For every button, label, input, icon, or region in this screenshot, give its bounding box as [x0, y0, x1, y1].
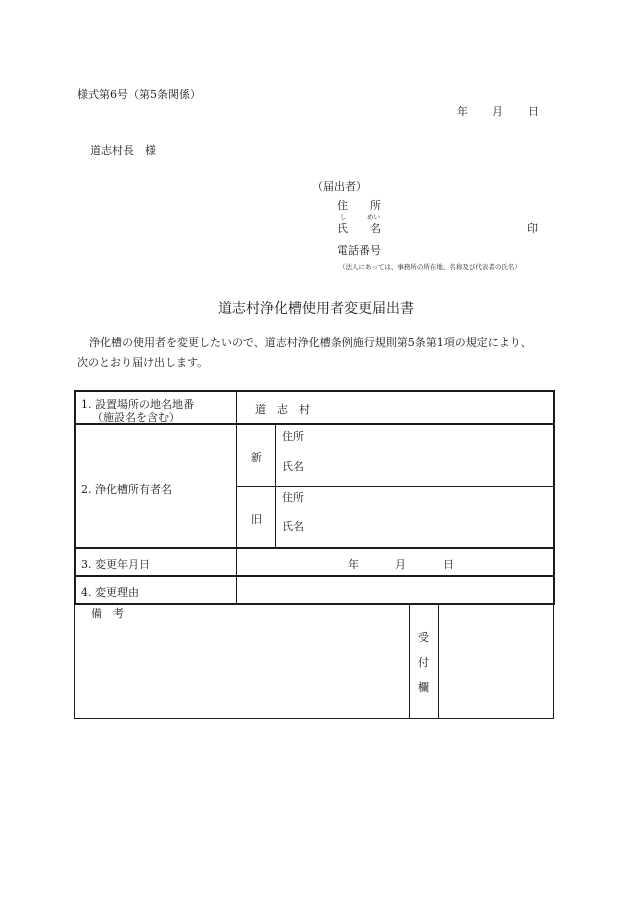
furigana-shi: し: [340, 213, 347, 221]
form-number: 様式第6号（第5条関係）: [77, 88, 201, 101]
old-address-label: 住所: [282, 491, 304, 504]
row4-label: 4. 変更理由: [81, 586, 139, 599]
furigana-mei: めい: [367, 213, 380, 221]
phone-label: 電話番号: [337, 244, 381, 257]
row3-month: 月: [395, 558, 406, 571]
reception-char-1: 受: [418, 631, 429, 644]
row1-value: 道 志 村: [255, 403, 310, 416]
new-name-label: 氏名: [282, 460, 304, 473]
row3-year: 年: [348, 558, 359, 571]
row3-label: 3. 変更年月日: [81, 558, 150, 571]
row1-label-line2: （施設名を含む）: [92, 411, 180, 424]
row2-label: 2. 浄化槽所有者名: [81, 483, 172, 496]
address-label: 住 所: [337, 199, 381, 212]
old-label: 旧: [251, 513, 262, 526]
document-title: 道志村浄化槽使用者変更届出書: [218, 301, 414, 317]
recipient: 道志村長 様: [90, 144, 156, 157]
date-month: 月: [492, 105, 503, 118]
seal-mark: 印: [527, 222, 538, 235]
row1-label-line1: 1. 設置場所の地名地番: [81, 398, 194, 411]
body-line-1: 浄化槽の使用者を変更したいので、道志村浄化槽条例施行規則第5条第1項の規定により、: [89, 336, 532, 349]
name-label: 氏 名: [337, 222, 381, 235]
old-name-label: 氏名: [282, 520, 304, 533]
body-line-2: 次のとおり届け出します。: [77, 356, 209, 369]
reception-char-2: 付: [418, 656, 429, 669]
new-address-label: 住所: [282, 430, 304, 443]
new-label: 新: [251, 451, 262, 464]
date-day: 日: [528, 105, 539, 118]
reception-char-3: 欄: [418, 681, 429, 694]
corporate-note: （法人にあっては、事務所の所在地、名称及び代表者の氏名）: [339, 263, 521, 271]
date-year: 年: [457, 105, 468, 118]
applicant-heading: （届出者）: [312, 180, 367, 193]
remarks-label: 備 考: [91, 607, 124, 620]
row3-day: 日: [443, 558, 454, 571]
